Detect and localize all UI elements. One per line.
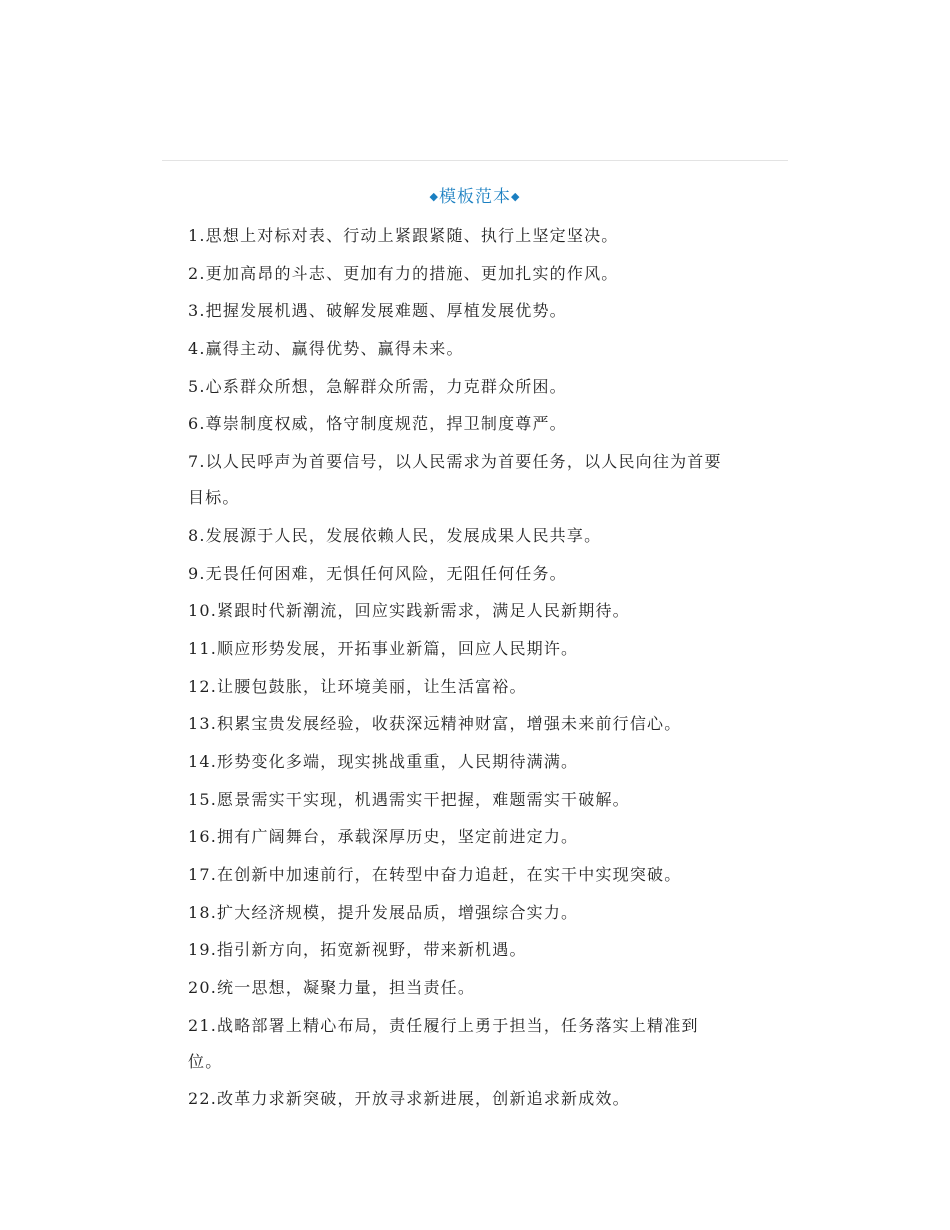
- list-item: 13.积累宝贵发展经验，收获深远精神财富，增强未来前行信心。: [188, 714, 682, 734]
- list-item: 14.形势变化多端，现实挑战重重，人民期待满满。: [188, 751, 579, 771]
- list-item: 15.愿景需实干实现，机遇需实干把握，难题需实干破解。: [188, 789, 630, 809]
- list-item: 6.尊崇制度权威，恪守制度规范，捍卫制度尊严。: [188, 414, 567, 434]
- list-item: 5.心系群众所想，急解群众所需，力克群众所困。: [188, 376, 567, 396]
- diamond-left-icon: ◆: [429, 190, 439, 203]
- heading-text: 模板范本: [439, 187, 511, 207]
- list-item: 2.更加高昂的斗志、更加有力的措施、更加扎实的作风。: [188, 263, 619, 283]
- list-item: 16.拥有广阔舞台，承载深厚历史，坚定前进定力。: [188, 827, 579, 847]
- list-item-continuation: 目标。: [188, 488, 240, 508]
- list-item: 20.统一思想，凝聚力量，担当责任。: [188, 978, 476, 998]
- header-divider: [162, 160, 788, 161]
- list-item-continuation: 位。: [188, 1051, 223, 1071]
- section-heading: [0, 185, 950, 209]
- list-item: 12.让腰包鼓胀，让环境美丽，让生活富裕。: [188, 676, 527, 696]
- list-item: 4.赢得主动、赢得优势、赢得未来。: [188, 339, 464, 359]
- list-item: 18.扩大经济规模，提升发展品质，增强综合实力。: [188, 902, 579, 922]
- list-item: 22.改革力求新突破，开放寻求新进展，创新追求新成效。: [188, 1089, 630, 1109]
- list-item: 3.把握发展机遇、破解发展难题、厚植发展优势。: [188, 301, 567, 321]
- list-item: 7.以人民呼声为首要信号，以人民需求为首要任务，以人民向往为首要: [188, 452, 722, 472]
- phrase-list: [188, 224, 766, 1125]
- list-item: 21.战略部署上精心布局，责任履行上勇于担当，任务落实上精准到: [188, 1015, 699, 1035]
- list-item: 9.无畏任何困难，无惧任何风险，无阻任何任务。: [188, 563, 567, 583]
- list-item: 1.思想上对标对表、行动上紧跟紧随、执行上坚定坚决。: [188, 226, 619, 245]
- diamond-right-icon: ◆: [511, 190, 521, 203]
- list-item: 10.紧跟时代新潮流，回应实践新需求，满足人民新期待。: [188, 601, 630, 621]
- list-item: 19.指引新方向，拓宽新视野，带来新机遇。: [188, 940, 527, 960]
- list-item: 17.在创新中加速前行，在转型中奋力追赶，在实干中实现突破。: [188, 865, 682, 884]
- list-item: 8.发展源于人民，发展依赖人民，发展成果人民共享。: [188, 525, 602, 545]
- list-item: 11.顺应形势发展，开拓事业新篇，回应人民期许。: [188, 638, 579, 658]
